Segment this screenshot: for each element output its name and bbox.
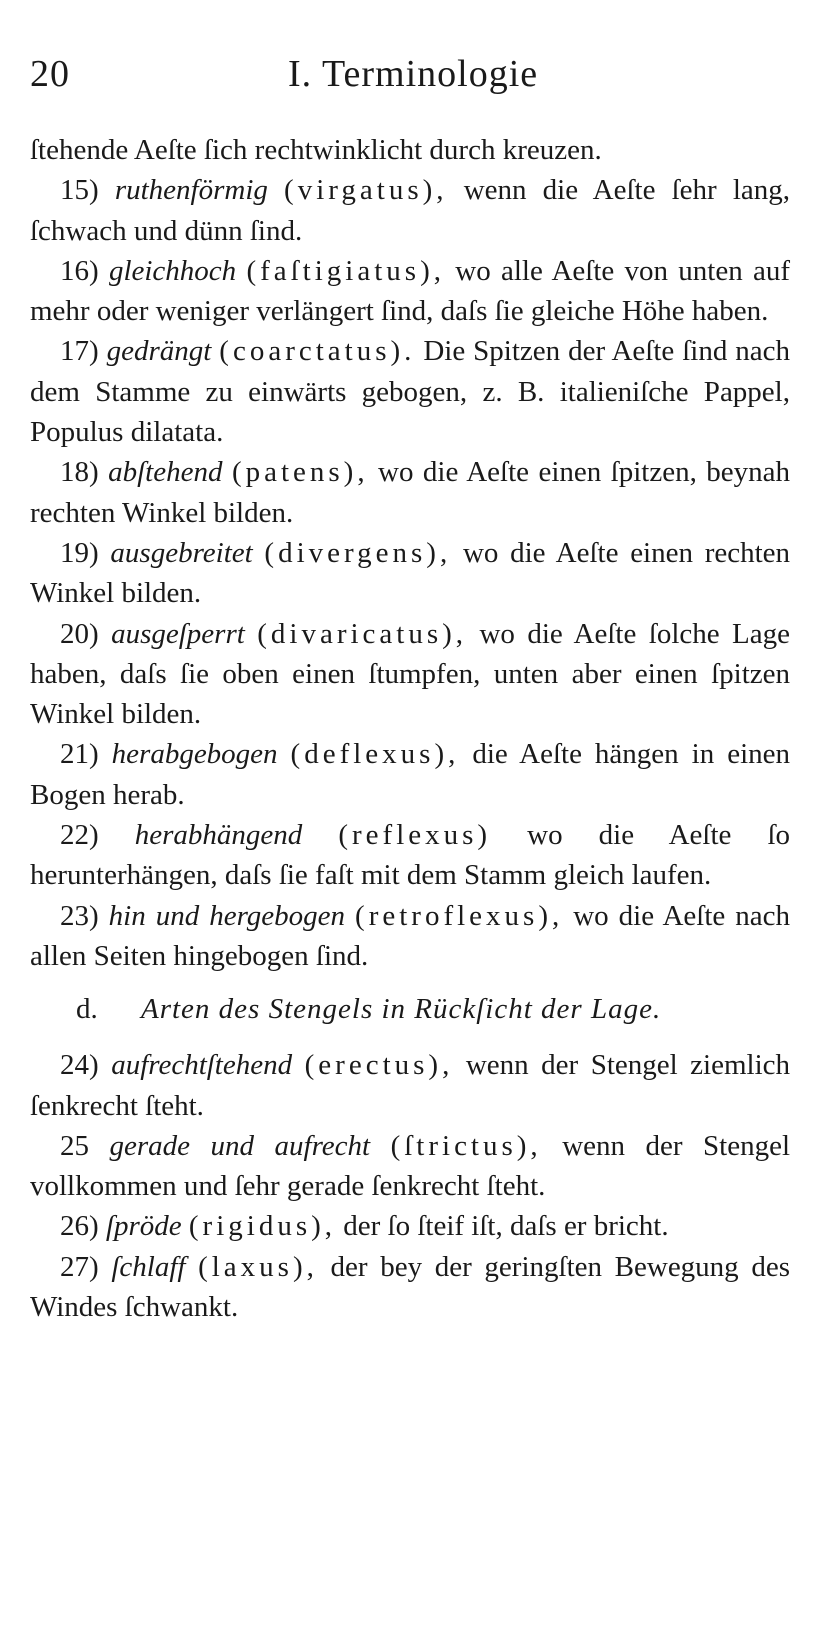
section-title: Arten des Stengels in Rückſicht der Lage. — [141, 993, 662, 1026]
entry-term: gerade und aufrecht — [109, 1129, 371, 1162]
entry-latin: (divergens), — [264, 536, 452, 569]
entry-number: 24) — [60, 1049, 99, 1082]
entry-22 — [30, 815, 790, 896]
page-header — [30, 52, 800, 102]
entry-number: 21) — [60, 738, 99, 771]
entry-latin: (patens), — [231, 456, 369, 489]
entry-number: 25 — [60, 1129, 89, 1162]
entry-text: die Aeſte hängen in einen Bogen herab. — [30, 738, 791, 811]
entry-term: gleichhoch — [108, 254, 237, 287]
entry-number: 19) — [60, 536, 99, 569]
entry-number: 16) — [60, 254, 99, 287]
entry-term: herabhängend — [134, 819, 303, 852]
entry-number: 26) — [60, 1210, 99, 1243]
entry-20 — [30, 614, 790, 735]
paragraph-text: ſtehende Aeſte ſich rechtwinklicht durch kreuzen. — [30, 134, 602, 166]
entry-text: wo die Aeſte einen rechten Winkel bilden. — [30, 536, 791, 610]
entry-19 — [30, 533, 790, 614]
entry-term: ſchlaff — [111, 1250, 186, 1283]
entry-text: wo die Aeſte ſolche Lage haben, daſs ſie oben einen ſtumpfen, unten aber einen ſpitzen Winkel bilden. — [30, 617, 791, 731]
entry-text: wo die Aeſte einen ſpitzen, beynah rechten Winkel bilden. — [30, 456, 791, 529]
entry-15 — [30, 170, 790, 251]
entry-latin: (reflexus) — [338, 819, 492, 852]
entry-text: wo die Aeſte nach allen Seiten hingebogen ſind. — [30, 899, 791, 972]
entry-text: wenn der Stengel vollkommen und ſehr gerade ſenkrecht ſteht. — [30, 1129, 790, 1203]
entry-term: abſtehend — [108, 456, 223, 489]
entry-term: herabgebogen — [111, 738, 278, 771]
entry-number: 20) — [60, 617, 99, 650]
page-number: 20 — [30, 53, 70, 95]
entry-text: wo alle Aeſte von unten auf mehr oder weniger verlängert ſind, daſs ſie gleiche Höhe haben. — [30, 254, 791, 328]
entry-latin: (coarctatus). — [219, 335, 416, 368]
entry-term: ſpröde — [105, 1210, 182, 1243]
body-text — [30, 130, 790, 1327]
entry-18 — [30, 452, 790, 533]
entry-text: der ſo ſteif iſt, daſs er bricht. — [343, 1210, 669, 1243]
entry-latin: (ſtrictus), — [390, 1129, 542, 1162]
entry-term: aufrechtſtehend — [111, 1049, 293, 1082]
entry-latin: (virgatus), — [284, 174, 448, 207]
entry-latin: (faſtigiatus), — [246, 254, 445, 287]
entry-number: 22) — [60, 819, 99, 852]
entry-term: ausgeſperrt — [111, 617, 245, 650]
entry-number: 27) — [60, 1250, 99, 1283]
entry-latin: (erectus), — [304, 1049, 454, 1082]
running-head: I. Terminologie — [288, 53, 539, 95]
entry-latin: (deflexus), — [290, 738, 460, 771]
entry-number: 17) — [60, 335, 99, 368]
entry-17 — [30, 331, 790, 452]
entry-24 — [30, 1045, 790, 1126]
entry-26 — [30, 1206, 790, 1246]
entry-21 — [30, 734, 790, 815]
section-letter: d. — [76, 993, 98, 1026]
entry-latin: (retroflexus), — [355, 899, 564, 932]
entry-number: 18) — [60, 456, 99, 489]
entry-text: wo die Aeſte ſo herunterhängen, daſs ſie faſt mit dem Stamm gleich laufen. — [30, 819, 791, 892]
entry-term: ruthenförmig — [114, 174, 268, 207]
entry-text: wenn der Stengel ziemlich ſenkrecht ſteht. — [30, 1049, 791, 1122]
entry-term: gedrängt — [106, 335, 212, 368]
entry-number: 23) — [60, 899, 99, 932]
entry-16 — [30, 251, 790, 332]
entry-term: ausgebreitet — [110, 536, 253, 569]
entry-text: der bey der geringſten Bewegung des Windes ſchwankt. — [30, 1250, 790, 1324]
entry-25 — [30, 1126, 790, 1207]
entry-23 — [30, 896, 790, 977]
entry-27 — [30, 1247, 790, 1328]
section-heading — [30, 989, 790, 1029]
entry-latin: (laxus), — [198, 1250, 318, 1283]
entry-term: hin und hergebogen — [108, 899, 346, 932]
entry-latin: (divaricatus), — [257, 617, 468, 650]
entry-latin: (rigidus), — [188, 1210, 337, 1243]
paragraph-continuation — [30, 130, 790, 170]
entry-text: wenn die Aeſte ſehr lang, ſchwach und dünn ſind. — [30, 174, 791, 247]
entry-text: Die Spitzen der Aeſte ſind nach dem Stamme zu einwärts gebogen, z. B. italieniſche Pappel, Populus dilatata. — [30, 335, 791, 449]
entry-number: 15) — [60, 174, 99, 207]
